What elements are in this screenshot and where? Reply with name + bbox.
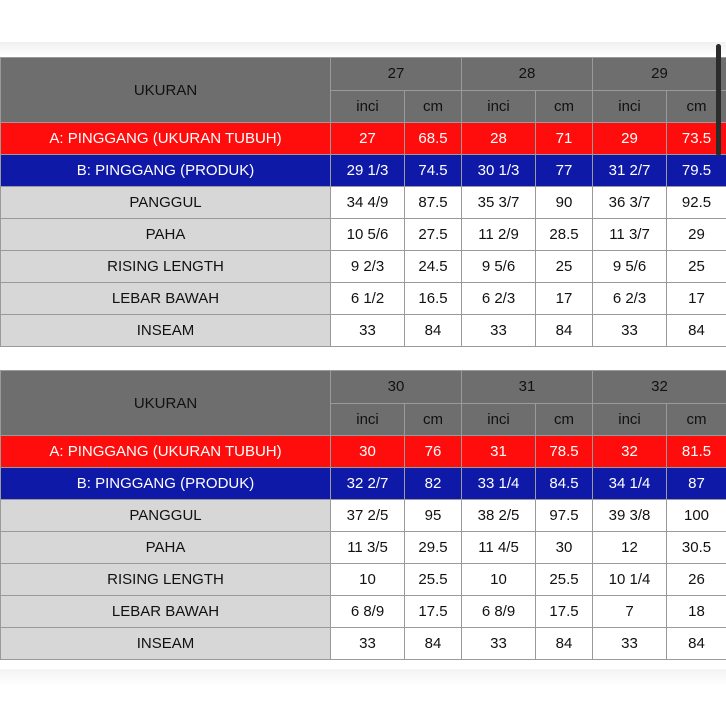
table-cell: 6 8/9 bbox=[331, 596, 405, 628]
table-cell: 84 bbox=[405, 628, 462, 660]
table-cell: 29.5 bbox=[405, 532, 462, 564]
table-cell: 26 bbox=[667, 564, 726, 596]
table-cell: 24.5 bbox=[405, 251, 462, 283]
table-cell: 10 5/6 bbox=[331, 219, 405, 251]
table-cell: 90 bbox=[536, 187, 593, 219]
row-label: RISING LENGTH bbox=[1, 251, 331, 283]
table-row bbox=[1, 283, 726, 315]
bottom-margin bbox=[0, 669, 726, 726]
table-cell: 25.5 bbox=[405, 564, 462, 596]
table-cell: 31 2/7 bbox=[593, 155, 667, 187]
table-cell: 87.5 bbox=[405, 187, 462, 219]
table-cell: 36 3/7 bbox=[593, 187, 667, 219]
table-row bbox=[1, 628, 726, 660]
row-label: PAHA bbox=[1, 219, 331, 251]
row-label: B: PINGGANG (PRODUK) bbox=[1, 155, 331, 187]
table-cell: 38 2/5 bbox=[462, 500, 536, 532]
table-row bbox=[1, 436, 726, 468]
table-cell: 6 2/3 bbox=[593, 283, 667, 315]
table-cell: 37 2/5 bbox=[331, 500, 405, 532]
table-cell: 16.5 bbox=[405, 283, 462, 315]
header-unit-inci: inci bbox=[462, 90, 536, 123]
table-cell: 71 bbox=[536, 123, 593, 155]
table-cell: 33 bbox=[331, 628, 405, 660]
table-cell: 68.5 bbox=[405, 123, 462, 155]
header-unit-inci: inci bbox=[331, 90, 405, 123]
table-row bbox=[1, 596, 726, 628]
table-cell: 32 2/7 bbox=[331, 468, 405, 500]
table-cell: 33 bbox=[593, 315, 667, 347]
table-cell: 11 2/9 bbox=[462, 219, 536, 251]
table-cell: 100 bbox=[667, 500, 726, 532]
size-table-2-body bbox=[1, 371, 726, 660]
table-cell: 28 bbox=[462, 123, 536, 155]
table-cell: 84 bbox=[405, 315, 462, 347]
table-row bbox=[1, 468, 726, 500]
header-ukuran-label: UKURAN bbox=[1, 371, 331, 436]
table-row bbox=[1, 564, 726, 596]
table-cell: 35 3/7 bbox=[462, 187, 536, 219]
table-cell: 6 8/9 bbox=[462, 596, 536, 628]
table-cell: 30 bbox=[536, 532, 593, 564]
header-size-30: 30 bbox=[331, 371, 462, 404]
row-label: LEBAR BAWAH bbox=[1, 283, 331, 315]
table-cell: 79.5 bbox=[667, 155, 726, 187]
table-cell: 84 bbox=[667, 315, 726, 347]
table-cell: 25.5 bbox=[536, 564, 593, 596]
table-cell: 17 bbox=[667, 283, 726, 315]
table-cell: 32 bbox=[593, 436, 667, 468]
table-row bbox=[1, 219, 726, 251]
table-cell: 97.5 bbox=[536, 500, 593, 532]
table-row bbox=[1, 123, 726, 155]
scrollbar-thumb[interactable] bbox=[716, 44, 721, 156]
table-cell: 33 bbox=[462, 315, 536, 347]
table-cell: 27.5 bbox=[405, 219, 462, 251]
row-label: A: PINGGANG (UKURAN TUBUH) bbox=[1, 123, 331, 155]
table-row bbox=[1, 500, 726, 532]
header-size-row bbox=[1, 58, 726, 91]
table-cell: 84 bbox=[536, 628, 593, 660]
header-unit-inci: inci bbox=[593, 90, 667, 123]
table-cell: 6 2/3 bbox=[462, 283, 536, 315]
table-cell: 7 bbox=[593, 596, 667, 628]
table-cell: 18 bbox=[667, 596, 726, 628]
table-cell: 95 bbox=[405, 500, 462, 532]
table-cell: 30 1/3 bbox=[462, 155, 536, 187]
table-cell: 10 bbox=[331, 564, 405, 596]
table-cell: 11 3/5 bbox=[331, 532, 405, 564]
table-cell: 27 bbox=[331, 123, 405, 155]
row-label: INSEAM bbox=[1, 628, 331, 660]
top-margin bbox=[0, 0, 726, 44]
row-label: INSEAM bbox=[1, 315, 331, 347]
header-unit-inci: inci bbox=[593, 403, 667, 436]
table-cell: 9 2/3 bbox=[331, 251, 405, 283]
table-cell: 87 bbox=[667, 468, 726, 500]
row-label: A: PINGGANG (UKURAN TUBUH) bbox=[1, 436, 331, 468]
table-row bbox=[1, 315, 726, 347]
table-cell: 81.5 bbox=[667, 436, 726, 468]
table-cell: 28.5 bbox=[536, 219, 593, 251]
table-cell: 9 5/6 bbox=[593, 251, 667, 283]
table-cell: 31 bbox=[462, 436, 536, 468]
row-label: LEBAR BAWAH bbox=[1, 596, 331, 628]
table-cell: 78.5 bbox=[536, 436, 593, 468]
header-size-31: 31 bbox=[462, 371, 593, 404]
header-unit-inci: inci bbox=[462, 403, 536, 436]
table-cell: 11 4/5 bbox=[462, 532, 536, 564]
row-label: RISING LENGTH bbox=[1, 564, 331, 596]
table-cell: 9 5/6 bbox=[462, 251, 536, 283]
size-table-2 bbox=[0, 370, 726, 660]
header-ukuran-label: UKURAN bbox=[1, 58, 331, 123]
row-label: PAHA bbox=[1, 532, 331, 564]
size-table-1 bbox=[0, 57, 726, 347]
table-cell: 77 bbox=[536, 155, 593, 187]
header-unit-cm: cm bbox=[667, 90, 726, 123]
header-unit-cm: cm bbox=[405, 90, 462, 123]
table-cell: 6 1/2 bbox=[331, 283, 405, 315]
table-cell: 82 bbox=[405, 468, 462, 500]
table-cell: 33 bbox=[462, 628, 536, 660]
table-cell: 17.5 bbox=[405, 596, 462, 628]
table-cell: 29 bbox=[593, 123, 667, 155]
row-label: B: PINGGANG (PRODUK) bbox=[1, 468, 331, 500]
table-cell: 84.5 bbox=[536, 468, 593, 500]
table-cell: 74.5 bbox=[405, 155, 462, 187]
table-cell: 12 bbox=[593, 532, 667, 564]
table-cell: 11 3/7 bbox=[593, 219, 667, 251]
table-cell: 25 bbox=[536, 251, 593, 283]
table-cell: 76 bbox=[405, 436, 462, 468]
header-unit-cm: cm bbox=[536, 90, 593, 123]
table-gap bbox=[0, 356, 726, 370]
table-cell: 17 bbox=[536, 283, 593, 315]
table-cell: 84 bbox=[667, 628, 726, 660]
table-cell: 92.5 bbox=[667, 187, 726, 219]
top-divider bbox=[0, 42, 726, 56]
table-cell: 33 bbox=[331, 315, 405, 347]
table-cell: 30 bbox=[331, 436, 405, 468]
table-cell: 34 1/4 bbox=[593, 468, 667, 500]
table-row bbox=[1, 155, 726, 187]
header-size-27: 27 bbox=[331, 58, 462, 91]
table-cell: 25 bbox=[667, 251, 726, 283]
table-cell: 17.5 bbox=[536, 596, 593, 628]
table-cell: 34 4/9 bbox=[331, 187, 405, 219]
table-cell: 30.5 bbox=[667, 532, 726, 564]
header-size-29: 29 bbox=[593, 58, 726, 91]
header-unit-cm: cm bbox=[405, 403, 462, 436]
table-row bbox=[1, 187, 726, 219]
header-unit-inci: inci bbox=[331, 403, 405, 436]
header-size-row bbox=[1, 371, 726, 404]
table-cell: 33 1/4 bbox=[462, 468, 536, 500]
header-size-32: 32 bbox=[593, 371, 726, 404]
row-label: PANGGUL bbox=[1, 187, 331, 219]
size-table-1-body bbox=[1, 58, 726, 347]
table-cell: 10 1/4 bbox=[593, 564, 667, 596]
table-cell: 29 1/3 bbox=[331, 155, 405, 187]
row-label: PANGGUL bbox=[1, 500, 331, 532]
header-unit-cm: cm bbox=[667, 403, 726, 436]
table-cell: 73.5 bbox=[667, 123, 726, 155]
header-size-28: 28 bbox=[462, 58, 593, 91]
header-unit-cm: cm bbox=[536, 403, 593, 436]
table-cell: 33 bbox=[593, 628, 667, 660]
table-row bbox=[1, 251, 726, 283]
table-cell: 39 3/8 bbox=[593, 500, 667, 532]
table-cell: 29 bbox=[667, 219, 726, 251]
table-cell: 10 bbox=[462, 564, 536, 596]
table-cell: 84 bbox=[536, 315, 593, 347]
table-row bbox=[1, 532, 726, 564]
